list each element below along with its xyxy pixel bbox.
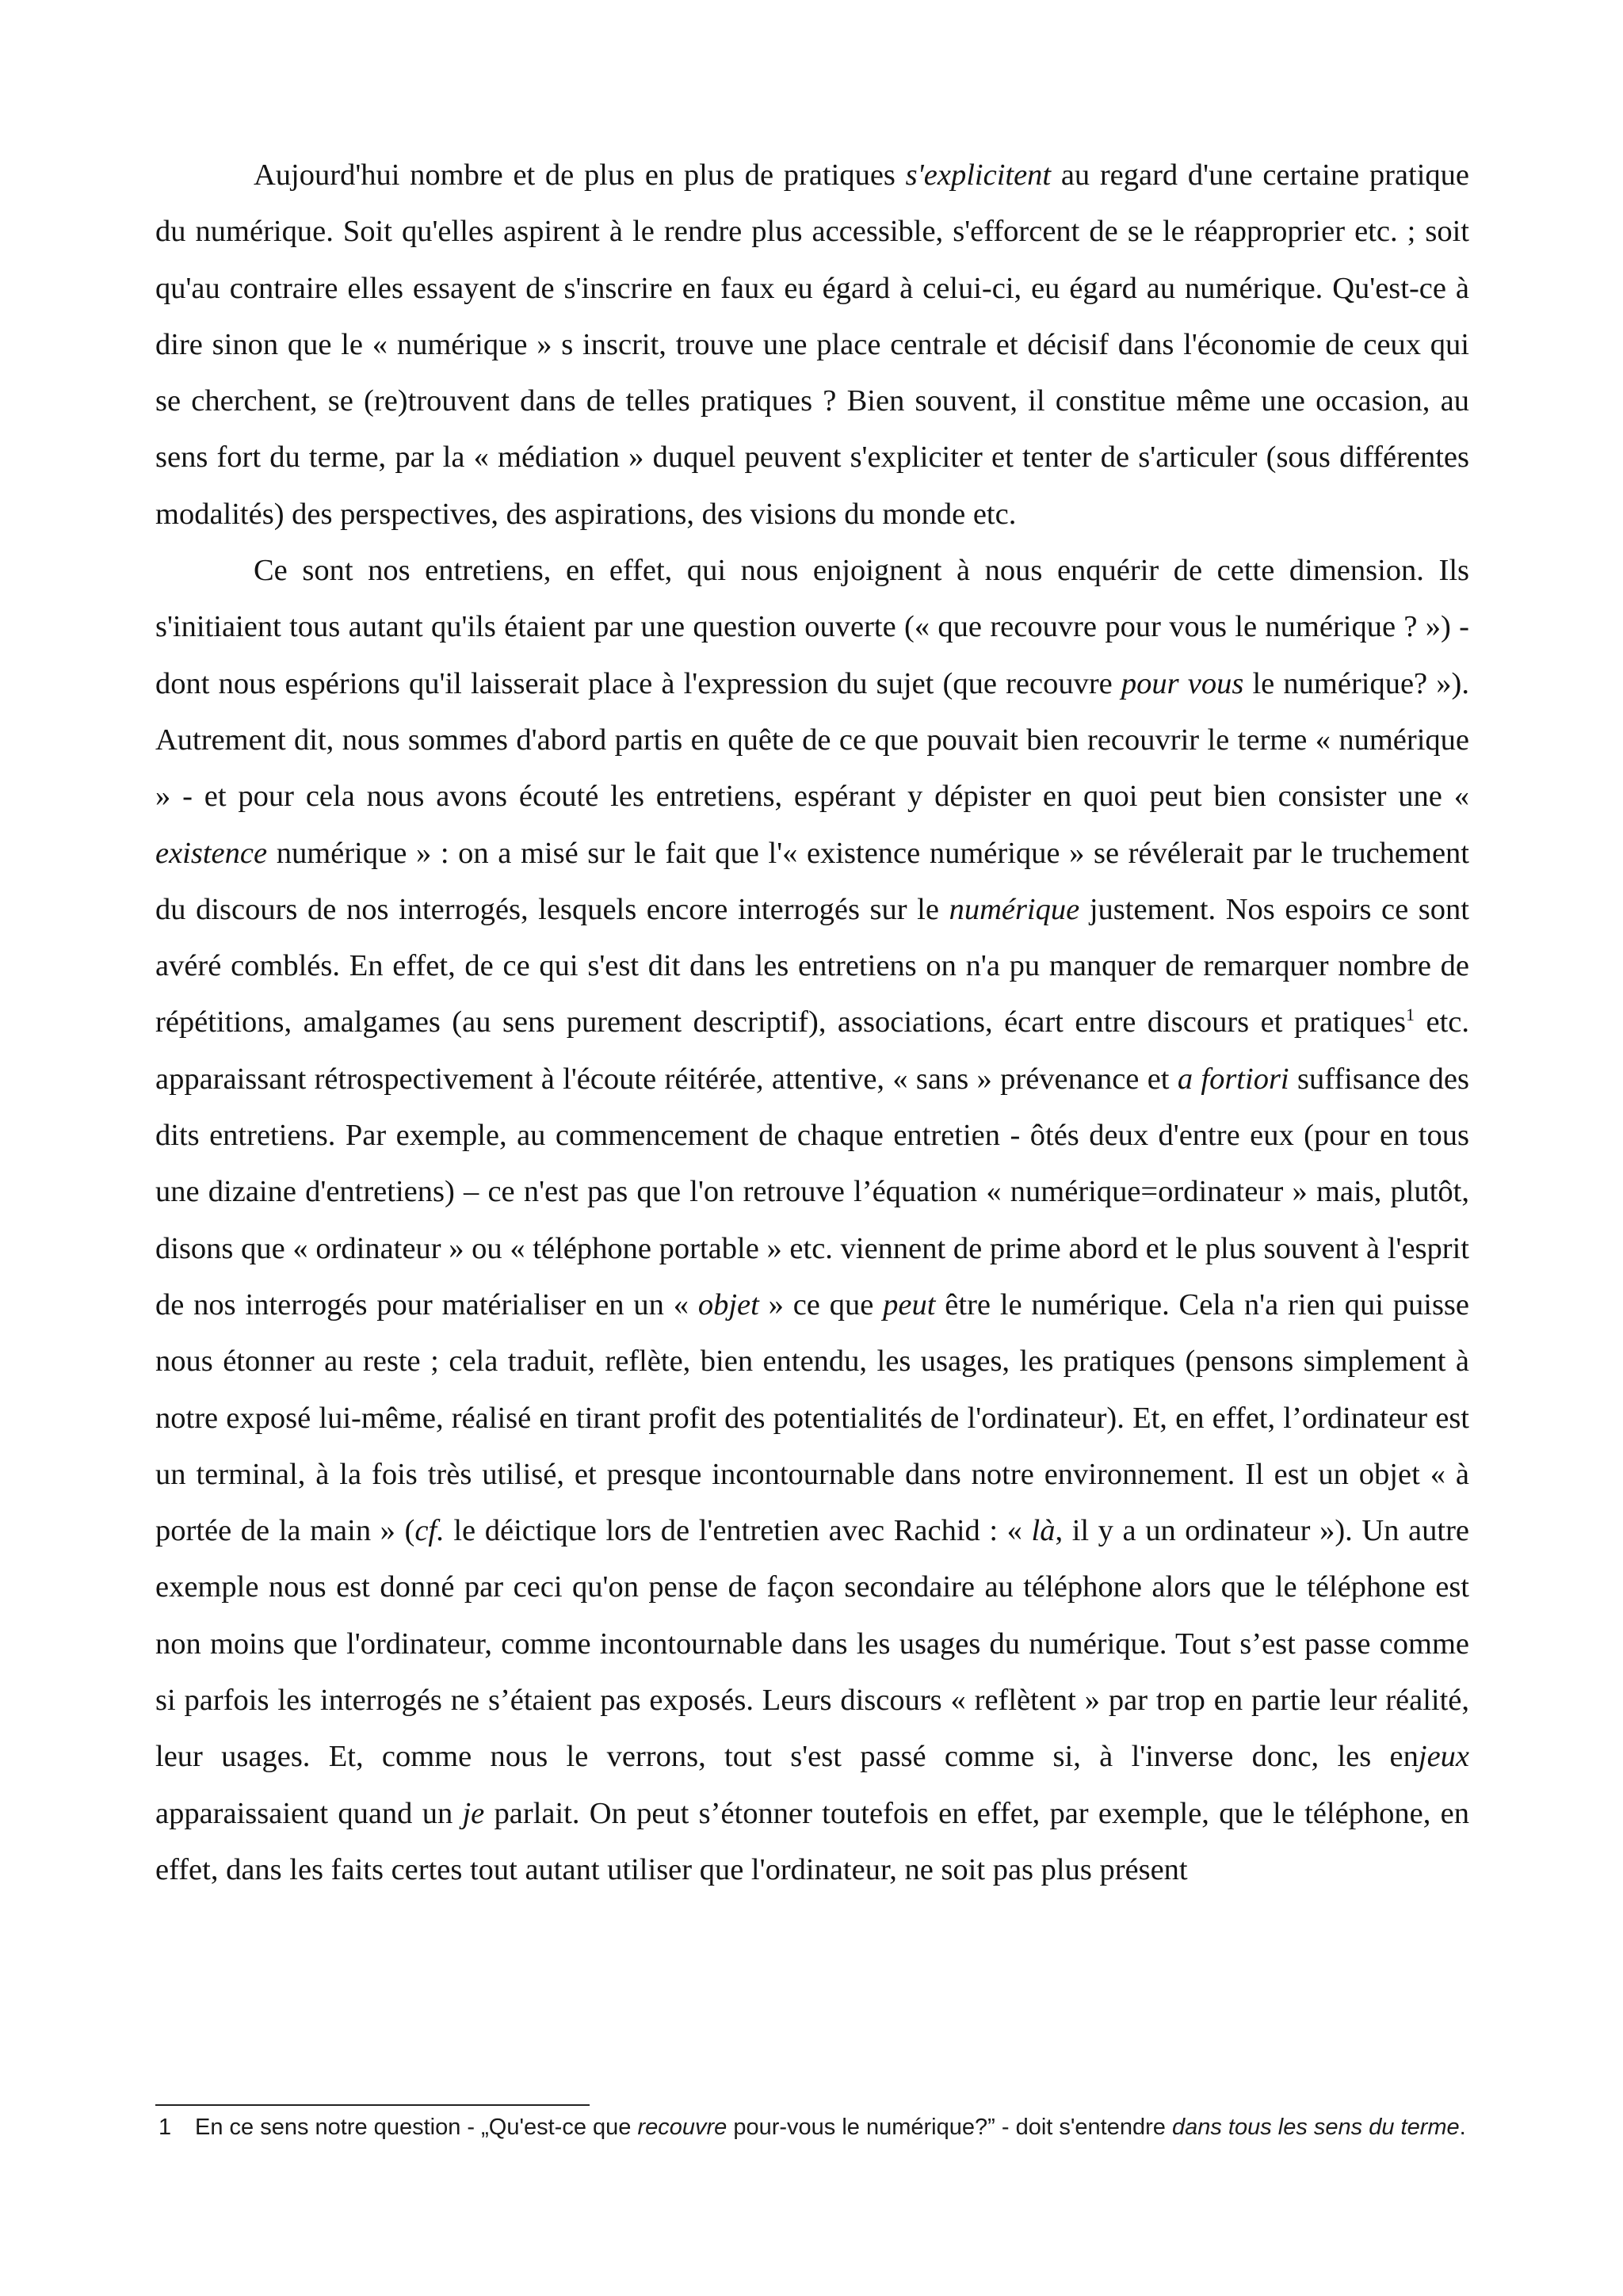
italic-text: existence: [155, 836, 268, 870]
footnote: [155, 2111, 1469, 2143]
italic-text: cf.: [414, 1514, 445, 1548]
italic-text: jeux: [1418, 1740, 1469, 1774]
footnote-text: [195, 2111, 1469, 2143]
footnote-number: 1: [158, 2115, 172, 2140]
paragraph-2-text: » ce que: [758, 1287, 884, 1322]
italic-text: a fortiori: [1177, 1062, 1289, 1096]
italic-text: recouvre: [637, 2115, 727, 2140]
body-text: [155, 147, 1469, 1898]
paragraph-2: [155, 543, 1469, 1898]
italic-text: dans tous les sens du terme: [1171, 2115, 1460, 2140]
paragraph-1: [155, 147, 1469, 543]
paragraph-2-text: apparaissaient quand un: [155, 1796, 463, 1830]
paragraph-2-text: parlait. On peut s’étonner toutefois en effet, par exemple, que le téléphone, en effet, dans les faits certes tout autant utiliser que l'ordinateur, ne soit pas plus présent: [155, 1796, 1470, 1886]
paragraph-2-text: Ce sont nos entretiens, en effet, qui nous enjoignent à nous enquérir de cette dimension. Ils s'initiaient tous autant qu'ils étaient par une question ouverte (« que recouvre pour vous le numérique ? ») - dont nous espérions qu'il laisserait place à l'expression du sujet (que recouvre: [155, 554, 1469, 700]
italic-text: je: [462, 1796, 485, 1830]
italic-text: objet: [697, 1287, 759, 1322]
paragraph-2-text: le déictique lors de l'entretien avec Rachid : «: [444, 1514, 1032, 1548]
paragraph-2-text: numérique » : on a misé sur le fait que l'« existence numérique » se révélerait par le truchement du discours de nos interrogés, lesquels encore interrogés sur le: [155, 836, 1469, 926]
paragraph-2-text: , il y a un ordinateur »). Un autre exemple nous est donné par ceci qu'on pense de façon secondaire au téléphone alors que le téléphone est non moins que l'ordinateur, comme incontournable dans les usages du numérique. Tout s’est passe comme si parfois les interrogés ne s’étaient pas exposés. Leurs discours « reflètent » par trop en partie leur réalité, leur usages. Et, comme nous le verrons, tout s'est passé comme si, à l'inverse donc, les en: [155, 1514, 1469, 1774]
italic-text: là: [1031, 1514, 1056, 1548]
paragraph-1-text: Aujourd'hui nombre et de plus en plus de pratiques: [254, 158, 906, 192]
paragraph-2-text: justement. Nos espoirs ce sont avéré comblés. En effet, de ce qui s'est dit dans les entretiens on n'a pu manquer de remarquer nombre de répétitions, amalgames (au sens purement descriptif), associations, écart entre discours et pratiques: [155, 892, 1469, 1039]
footnote-separator: [155, 2104, 590, 2106]
paragraph-1-text: au regard d'une certaine pratique du numérique. Soit qu'elles aspirent à le rendre plus accessible, s'efforcent de se le réapproprier etc. ; soit qu'au contraire elles essayent de s'inscrire en faux eu égard à celui-ci, eu égard au numérique. Qu'est-ce à dire sinon que le « numérique » s inscrit, trouve une place centrale et décisif dans l'économie de ceux qui se cherchent, se (re)trouvent dans de telles pratiques ? Bien souvent, il constitue même une occasion, au sens fort du terme, par la « médiation » duquel peuvent s'expliciter et tenter de s'articuler (sous différentes modalités) des perspectives, des aspirations, des visions du monde etc.: [155, 158, 1469, 531]
italic-text: pour vous: [1121, 666, 1244, 700]
footnote-reference[interactable]: 1: [1406, 1005, 1415, 1025]
paragraph-2-text: suffisance des dits entretiens. Par exemple, au commencement de chaque entretien - ôtés deux d'entre eux (pour en tous une dizaine d'entretiens) – ce n'est pas que l'on retrouve l’équation « numérique=ordinateur » mais, plutôt, disons que « ordinateur » ou « téléphone portable » etc. viennent de prime abord et le plus souvent à l'esprit de nos interrogés pour matérialiser en un «: [155, 1062, 1469, 1322]
paragraph-2-text: le numérique? »). Autrement dit, nous sommes d'abord partis en quête de ce que pouvait bien recouvrir le terme « numérique » - et pour cela nous avons écouté les entretiens, espérant y dépister en quoi peut bien consister une «: [155, 666, 1469, 814]
paragraph-2-text: être le numérique. Cela n'a rien qui puisse nous étonner au reste ; cela traduit, reflète, bien entendu, les usages, les pratiques (pensons simplement à notre exposé lui-même, réalisé en tirant profit des potentialités de l'ordinateur). Et, en effet, l’ordinateur est un terminal, à la fois très utilisé, et presque incontournable dans notre environnement. Il est un objet « à portée de la main » (: [155, 1287, 1470, 1548]
footnote-text-part: .: [1459, 2115, 1466, 2140]
footnote-text-part: En ce sens notre question - „Qu'est-ce que: [195, 2115, 638, 2140]
italic-text: s'explicitent: [905, 158, 1052, 192]
italic-text: peut: [883, 1287, 936, 1322]
footnote-text-part: pour-vous le numérique?” - doit s'entendre: [727, 2115, 1172, 2140]
italic-text: numérique: [949, 892, 1080, 926]
paragraph-2-text: etc. apparaissant rétrospectivement à l'écoute réitérée, attentive, « sans » prévenance et: [155, 1005, 1470, 1096]
